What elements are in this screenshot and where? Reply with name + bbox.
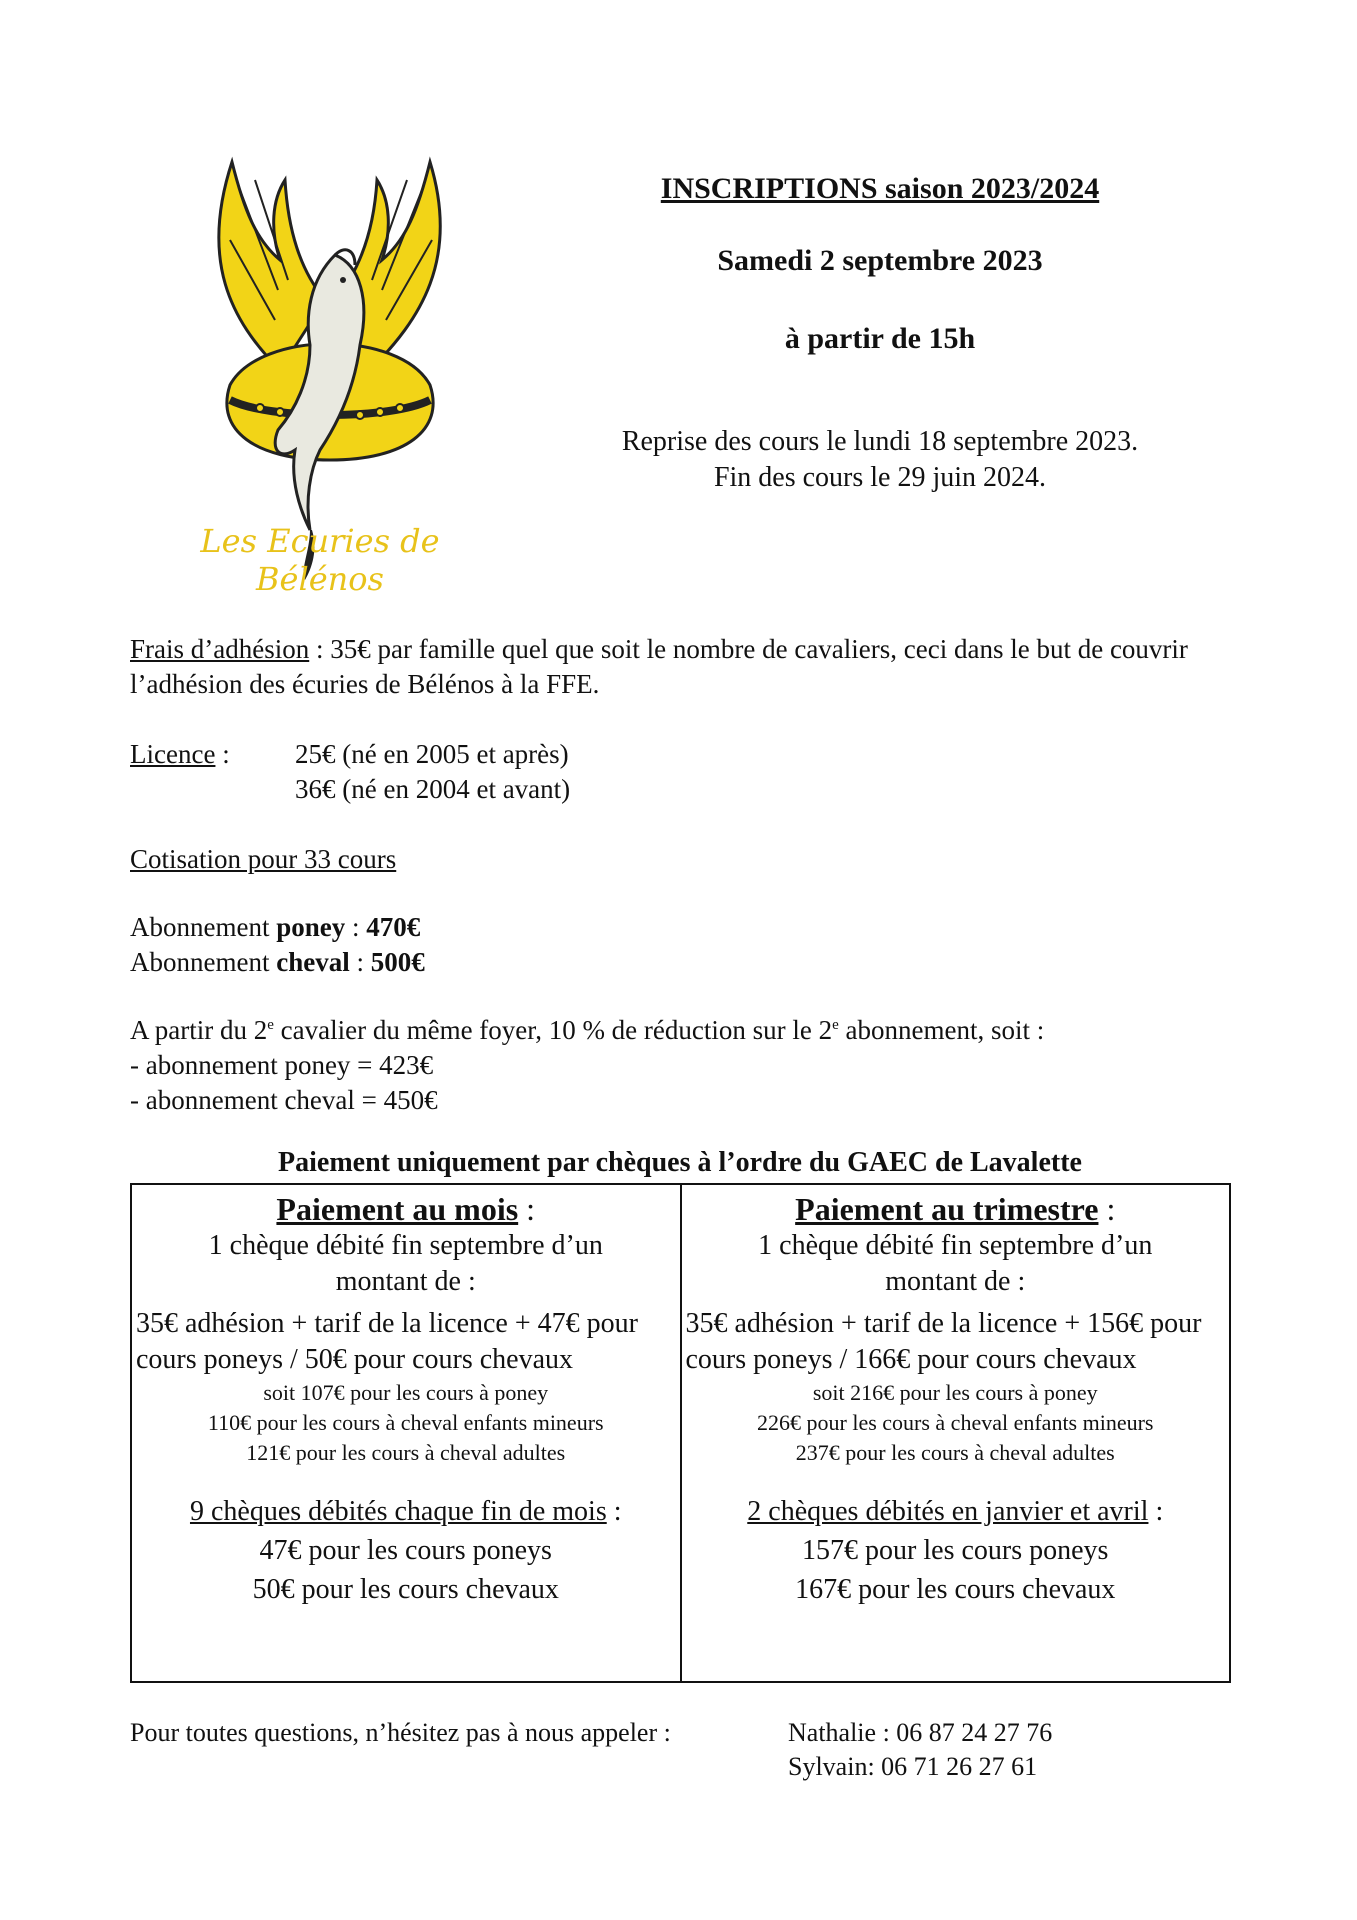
resume-date: Reprise des cours le lundi 18 septembre 2023. bbox=[621, 426, 1139, 457]
event-time: à partir de 15h bbox=[784, 322, 976, 355]
sub-heading-sep: : bbox=[606, 1496, 622, 1527]
reduction-sup-1: e bbox=[267, 1017, 274, 1033]
frais-adhesion bbox=[130, 632, 1220, 702]
payment-column-mois bbox=[132, 1185, 680, 1681]
abo-cheval-price: 500€ bbox=[370, 947, 425, 977]
logo-wordmark: Les Ecuries de Bélénos bbox=[200, 522, 440, 598]
abonnement-poney bbox=[130, 910, 420, 945]
reduction-poney: - abonnement poney = 423€ bbox=[130, 1050, 434, 1080]
soit-line-1: soit 107€ pour les cours à poney bbox=[263, 1380, 549, 1405]
column-heading-text: Paiement au trimestre bbox=[795, 1191, 1099, 1227]
final-line-2: 50€ pour les cours chevaux bbox=[252, 1574, 559, 1605]
soit-line-3: 237€ pour les cours à cheval adultes bbox=[795, 1440, 1115, 1465]
column-heading-sep: : bbox=[518, 1191, 536, 1227]
detail-text: 35€ adhésion + tarif de la licence + 156€ pour cours poneys / 166€ pour cours chevaux bbox=[685, 1308, 1202, 1375]
contact-sylvain: Sylvain: 06 71 26 27 61 bbox=[788, 1752, 1038, 1781]
final-line-1: 47€ pour les cours poneys bbox=[259, 1535, 552, 1566]
abo-cheval-prefix: Abonnement bbox=[130, 947, 277, 977]
payment-column-trimestre bbox=[680, 1185, 1230, 1681]
page-title: INSCRIPTIONS saison 2023/2024 bbox=[660, 172, 1100, 205]
sub-heading-text: 2 chèques débités en janvier et avril bbox=[747, 1496, 1149, 1527]
paiement-title: Paiement uniquement par chèques à l’ordre du GAEC de Lavalette bbox=[278, 1147, 1082, 1178]
licence-price-young: 25€ (né en 2005 et après) bbox=[295, 739, 569, 769]
reduction-text-a: A partir du 2 bbox=[130, 1015, 268, 1045]
cheque-line-1: 1 chèque débité fin septembre d’un bbox=[758, 1230, 1153, 1261]
abo-poney-prefix: Abonnement bbox=[130, 912, 277, 942]
abo-cheval-word: cheval bbox=[276, 947, 350, 977]
cheque-line-2: montant de : bbox=[335, 1266, 476, 1297]
cheque-line-1: 1 chèque débité fin septembre d’un bbox=[208, 1230, 603, 1261]
questions-text: Pour toutes questions, n’hésitez pas à nous appeler : bbox=[130, 1718, 671, 1747]
soit-line-1: soit 216€ pour les cours à poney bbox=[812, 1380, 1098, 1405]
reduction-sup-2: e bbox=[832, 1017, 839, 1033]
reduction-intro bbox=[130, 1013, 1044, 1048]
licence-label: Licence bbox=[130, 739, 216, 769]
column-heading bbox=[136, 1191, 676, 1228]
detail-text: 35€ adhésion + tarif de la licence + 47€ pour cours poneys / 50€ pour cours chevaux bbox=[136, 1308, 638, 1375]
soit-line-3: 121€ pour les cours à cheval adultes bbox=[246, 1440, 566, 1465]
frais-text: : 35€ par famille quel que soit le nombre de cavaliers, ceci dans le but de couvrir l’adhésion des écuries de Bélénos à la FFE. bbox=[130, 634, 1188, 699]
column-heading-text: Paiement au mois bbox=[276, 1191, 519, 1227]
sub-heading-sep: : bbox=[1148, 1496, 1164, 1527]
soit-line-2: 226€ pour les cours à cheval enfants mineurs bbox=[757, 1410, 1154, 1435]
final-line-2: 167€ pour les cours chevaux bbox=[795, 1574, 1116, 1605]
reduction-text-c: abonnement, soit : bbox=[838, 1015, 1045, 1045]
end-date: Fin des cours le 29 juin 2024. bbox=[713, 462, 1047, 493]
contact-nathalie: Nathalie : 06 87 24 27 76 bbox=[788, 1718, 1053, 1747]
frais-label: Frais d’adhésion bbox=[130, 634, 310, 664]
reduction-cheval: - abonnement cheval = 450€ bbox=[130, 1085, 438, 1115]
abonnement-cheval bbox=[130, 945, 425, 980]
abo-cheval-sep: : bbox=[349, 947, 371, 977]
abo-poney-price: 470€ bbox=[366, 912, 421, 942]
abo-poney-word: poney bbox=[276, 912, 346, 942]
cheque-line-2: montant de : bbox=[885, 1266, 1026, 1297]
reduction-text-b: cavalier du même foyer, 10 % de réduction sur le 2 bbox=[273, 1015, 833, 1045]
cotisation-heading: Cotisation pour 33 cours bbox=[130, 844, 397, 874]
final-line-1: 157€ pour les cours poneys bbox=[802, 1535, 1109, 1566]
licence-label-row bbox=[130, 737, 230, 772]
column-heading-sep: : bbox=[1098, 1191, 1116, 1227]
column-heading bbox=[686, 1191, 1226, 1228]
event-date: Samedi 2 septembre 2023 bbox=[717, 244, 1043, 277]
licence-price-old: 36€ (né en 2004 et avant) bbox=[295, 774, 571, 804]
payment-table bbox=[130, 1183, 1231, 1683]
sub-heading bbox=[686, 1494, 1226, 1530]
licence-sep: : bbox=[215, 739, 230, 769]
soit-line-2: 110€ pour les cours à cheval enfants mineurs bbox=[207, 1410, 604, 1435]
abo-poney-sep: : bbox=[345, 912, 367, 942]
sub-heading-text: 9 chèques débités chaque fin de mois bbox=[189, 1496, 607, 1527]
sub-heading bbox=[136, 1494, 676, 1530]
